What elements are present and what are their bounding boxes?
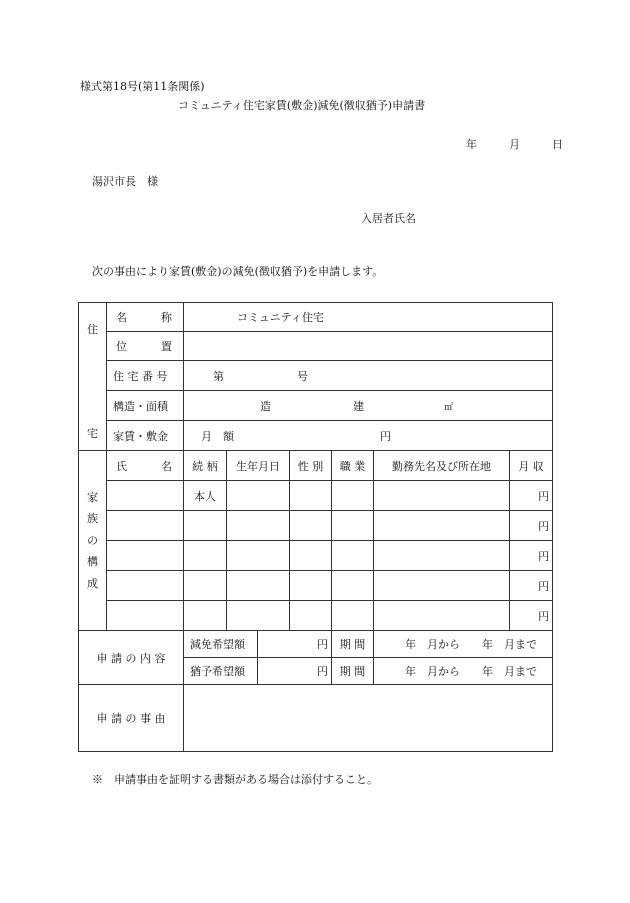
family-workplace-cell[interactable]: [374, 481, 510, 511]
family-header-name: 氏 名: [107, 451, 184, 481]
housing-structure-row: [79, 391, 553, 421]
family-workplace-cell[interactable]: [374, 511, 510, 541]
family-row: [79, 571, 553, 601]
family-income-cell[interactable]: 円: [510, 541, 553, 571]
deferral-period-label: 期 間: [332, 658, 374, 685]
family-birth-cell[interactable]: [227, 571, 290, 601]
housing-rent-label: 家賃・敷金: [107, 421, 184, 451]
family-name-cell[interactable]: [107, 601, 184, 631]
family-sex-cell[interactable]: [290, 541, 332, 571]
housing-location-label: 位 置: [107, 332, 184, 361]
family-header-birth: 生年月日: [227, 451, 290, 481]
family-section-label: 家 族 の 構 成: [79, 451, 107, 631]
family-occupation-cell[interactable]: [332, 541, 374, 571]
family-header-income: 月 収: [510, 451, 553, 481]
family-relation-cell[interactable]: [184, 511, 227, 541]
family-workplace-cell[interactable]: [374, 601, 510, 631]
date-line: [466, 139, 563, 150]
housing-location-row: [79, 332, 553, 361]
family-relation-cell[interactable]: [184, 571, 227, 601]
housing-section-label: [79, 303, 107, 451]
application-content-label: 申 請 の 内 容: [79, 631, 184, 685]
family-sex-cell[interactable]: [290, 571, 332, 601]
family-header-row: [79, 451, 553, 481]
housing-location-field[interactable]: [184, 332, 553, 361]
family-relation-cell[interactable]: 本人: [184, 481, 227, 511]
housing-rent-field[interactable]: 月 額 円: [184, 421, 553, 451]
reduction-amount-field[interactable]: 円: [258, 631, 332, 658]
family-name-cell[interactable]: [107, 481, 184, 511]
family-row: [79, 541, 553, 571]
family-income-cell[interactable]: 円: [510, 481, 553, 511]
housing-rent-row: [79, 421, 553, 451]
family-relation-cell[interactable]: [184, 601, 227, 631]
housing-name-label: 名 称: [107, 303, 184, 332]
application-reason-label: 申 請 の 事 由: [79, 685, 184, 752]
applicant-name-label: 入居者氏名: [361, 212, 416, 225]
family-sex-cell[interactable]: [290, 511, 332, 541]
intro-sentence: 次の事由により家賃(敷金)の減免(徴収猶予)を申請します。: [92, 265, 384, 278]
reduction-period-label: 期 間: [332, 631, 374, 658]
application-form-table: [78, 302, 553, 752]
family-occupation-cell[interactable]: [332, 571, 374, 601]
housing-number-field[interactable]: 第 号: [184, 361, 553, 391]
family-row: [79, 511, 553, 541]
application-reason-row: [79, 685, 553, 752]
family-income-cell[interactable]: 円: [510, 511, 553, 541]
application-reduction-row: [79, 631, 553, 658]
family-birth-cell[interactable]: [227, 601, 290, 631]
family-sex-cell[interactable]: [290, 481, 332, 511]
family-birth-cell[interactable]: [227, 481, 290, 511]
housing-structure-label: 構造・面積: [107, 391, 184, 421]
family-occupation-cell[interactable]: [332, 481, 374, 511]
reduction-amount-label: 減免希望額: [184, 631, 258, 658]
family-header-occupation: 職 業: [332, 451, 374, 481]
family-row: [79, 481, 553, 511]
family-header-relation: 続 柄: [184, 451, 227, 481]
family-occupation-cell[interactable]: [332, 511, 374, 541]
family-header-workplace: 勤務先名及び所在地: [374, 451, 510, 481]
housing-name-row: [79, 303, 553, 332]
housing-char-top: 住: [87, 322, 98, 336]
family-workplace-cell[interactable]: [374, 571, 510, 601]
family-birth-cell[interactable]: [227, 511, 290, 541]
deferral-period-field[interactable]: 年 月から 年 月まで: [374, 658, 553, 685]
housing-structure-field[interactable]: 造 建 ㎡: [184, 391, 553, 421]
housing-number-label: 住 宅 番 号: [107, 361, 184, 391]
family-row: [79, 601, 553, 631]
date-year: 年: [466, 138, 477, 151]
family-name-cell[interactable]: [107, 511, 184, 541]
date-day: 日: [552, 138, 563, 151]
deferral-amount-label: 猶予希望額: [184, 658, 258, 685]
date-month: 月: [509, 138, 520, 151]
family-name-cell[interactable]: [107, 541, 184, 571]
footnote: ※ 申請事由を証明する書類がある場合は添付すること。: [92, 773, 378, 786]
family-occupation-cell[interactable]: [332, 601, 374, 631]
reduction-period-field[interactable]: 年 月から 年 月まで: [374, 631, 553, 658]
family-income-cell[interactable]: 円: [510, 571, 553, 601]
housing-number-row: [79, 361, 553, 391]
family-sex-cell[interactable]: [290, 601, 332, 631]
form-number: 様式第18号(第11条関係): [80, 80, 205, 93]
housing-char-bottom: 宅: [87, 426, 98, 440]
family-name-cell[interactable]: [107, 571, 184, 601]
family-header-sex: 性 別: [290, 451, 332, 481]
family-relation-cell[interactable]: [184, 541, 227, 571]
application-reason-field[interactable]: [184, 685, 553, 752]
family-birth-cell[interactable]: [227, 541, 290, 571]
deferral-amount-field[interactable]: 円: [258, 658, 332, 685]
family-income-cell[interactable]: 円: [510, 601, 553, 631]
housing-name-value[interactable]: コミュニティ住宅: [184, 303, 553, 332]
family-workplace-cell[interactable]: [374, 541, 510, 571]
document-title: コミュニティ住宅家賃(敷金)減免(徴収猶予)申請書: [178, 99, 426, 112]
addressee: 湯沢市長 様: [92, 175, 158, 188]
